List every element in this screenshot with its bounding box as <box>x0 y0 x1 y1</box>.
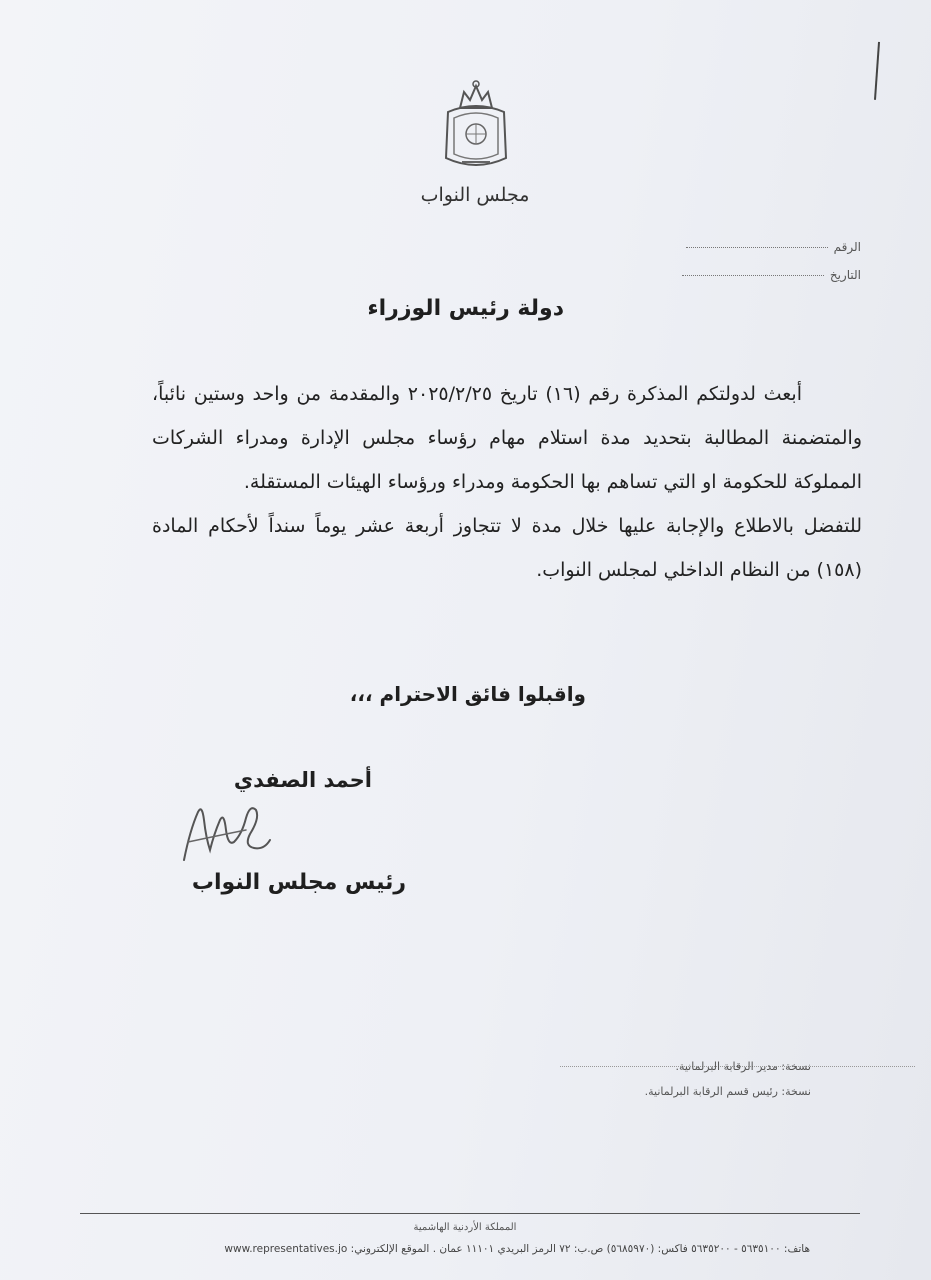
reference-number-label: الرقم <box>833 240 861 254</box>
footer-divider <box>80 1213 860 1214</box>
signer-name: أحمد الصفدي <box>233 768 372 792</box>
reference-number-dots <box>686 247 828 248</box>
cc-line-1: نسخة: مدير الرقابة البرلمانية. <box>675 1060 811 1073</box>
footer-kingdom: المملكة الأردنية الهاشمية <box>413 1222 517 1233</box>
reference-date-label: التاريخ <box>829 268 861 282</box>
signer-title: رئيس مجلس النواب <box>191 870 406 895</box>
reference-date-dots <box>682 275 824 276</box>
reference-number-line <box>686 240 861 254</box>
footer-contact: هاتف: ٥٦٣٥١٠٠ - ٥٦٣٥٢٠٠ فاكس: (٥٦٨٥٩٧٠) ص.ب: ٧٢ الرمز البريدي ١١١٠١ عمان . الموقع الإلكتروني: www.representatives.jo <box>224 1243 810 1255</box>
pen-mark <box>874 42 884 100</box>
body-paragraph-1: أبعث لدولتكم المذكرة رقم (١٦) تاريخ ٢٠٢٥/٢/٢٥ والمقدمة من واحد وستين نائباً، والمتضمنة المطالبة بتحديد مدة استلام مهام رؤساء مجلس الإدارة ومدراء الشركات المملوكة للحكومة او التي تساهم بها الحكومة ومدراء ورؤساء الهيئات المستقلة. <box>152 383 862 493</box>
handwritten-signature <box>176 790 276 870</box>
reference-date-line <box>682 268 861 282</box>
addressee: دولة رئيس الوزراء <box>367 296 564 321</box>
body-paragraph-2: للتفضل بالاطلاع والإجابة عليها خلال مدة لا تتجاوز أربعة عشر يوماً سنداً لأحكام المادة (١٥٨) من النظام الداخلي لمجلس النواب. <box>152 515 862 581</box>
council-name: مجلس النواب <box>420 184 530 206</box>
jordan-royal-crown-emblem-icon <box>440 78 512 174</box>
letter-body <box>152 372 862 592</box>
closing-salutation: واقبلوا فائق الاحترام ،،، <box>349 682 586 706</box>
cc-line-2: نسخة: رئيس قسم الرقابة البرلمانية. <box>644 1085 811 1098</box>
